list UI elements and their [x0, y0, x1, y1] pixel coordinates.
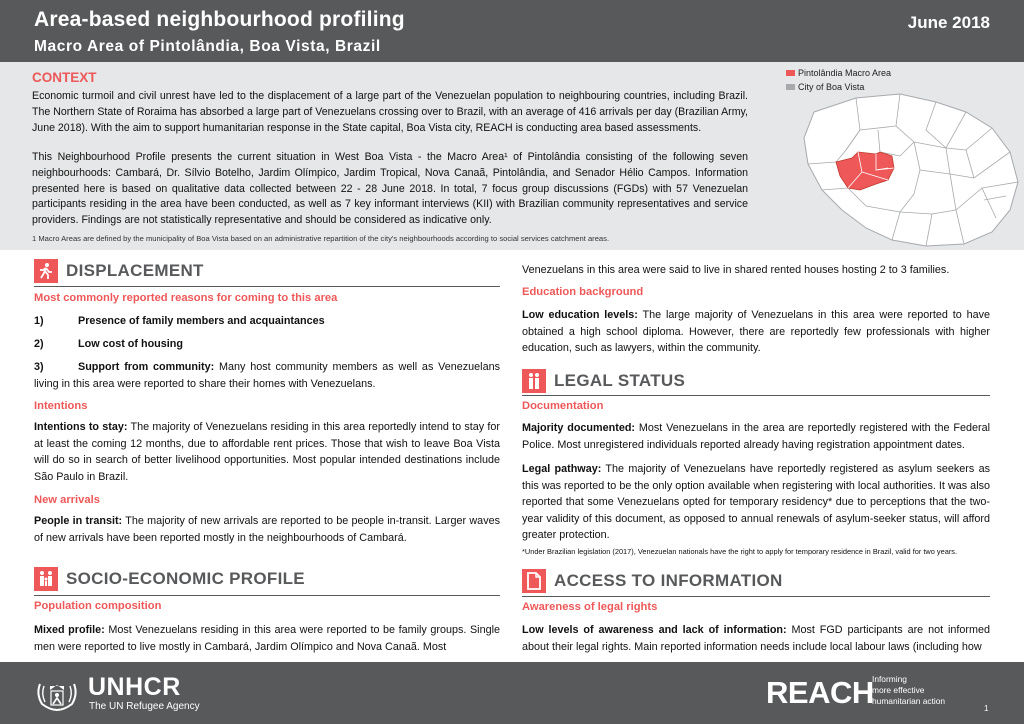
legal-rule [522, 395, 990, 396]
reason-text-2: Low cost of housing [78, 338, 183, 350]
displacement-title: DISPLACEMENT [66, 261, 204, 280]
intentions-text: The majority of Venezuelans residing in this area reportedly intend to stay for at least the coming 12 months, due to affordable rent prices. Those that wish to leave Boa Vista will do so in search of better livelihood opportunities. Most popular intended destinations include São Paulo in Brazil. [34, 421, 500, 483]
legal-pathway-paragraph [522, 461, 990, 544]
intentions-paragraph [34, 419, 500, 485]
context-heading: CONTEXT [32, 70, 97, 85]
context-paragraph-2: This Neighbourhood Profile presents the current situation in West Boa Vista - the Macro Area¹ of Pintolândia consisting of the following seven neighbourhoods: Cambará, Dr. Sílvio Botelho, Jardim Olímpico, Jardim Tropical, Nova Canaã, Pintolândia, and Senador Hélio Campos. Information presented here is based on qualitative data collected between 22 - 28 June 2018. In total, 7 focus group discussions (FGDs) with 57 Venezuelan participants residing in the area have been conducted, as well as 7 key informant interviews (KII) with Brazilian community representatives and service providers. Findings are not statistically representative and should be considered as indicative only. [32, 151, 748, 227]
reason-item-3 [34, 359, 500, 392]
documented-text: Most Venezuelans in the area are reportedly registered with the Federal Police. Most unregistered individuals reported already having registration appointment dates. [522, 422, 990, 451]
intentions-lead: Intentions to stay: [34, 421, 128, 433]
document-icon [522, 569, 546, 593]
family-icon [34, 567, 58, 591]
population-paragraph [34, 622, 500, 655]
legal-subheading-documentation: Documentation [522, 400, 604, 412]
unhcr-logo-icon [34, 676, 80, 712]
education-lead: Low education levels: [522, 309, 638, 321]
socio-rule [34, 595, 500, 596]
reach-wordmark: REACH [766, 675, 874, 710]
page-number: 1 [984, 704, 989, 713]
socio-subheading-education: Education background [522, 286, 644, 298]
displacement-header [34, 259, 204, 283]
reason-num-1: 1) [34, 315, 44, 327]
people-icon [522, 369, 546, 393]
legend-item-macro [786, 66, 891, 80]
reason-num-3: 3) [34, 361, 44, 373]
city-boundary [804, 94, 1018, 246]
documented-lead: Majority documented: [522, 422, 636, 434]
reason-num-2: 2) [34, 338, 44, 350]
page-header [0, 0, 1024, 62]
legend-label-macro: Pintolândia Macro Area [798, 68, 892, 78]
new-arrivals-paragraph [34, 513, 500, 546]
reach-tagline-line-2: more effective [872, 685, 925, 695]
legend-swatch-city [786, 84, 795, 90]
displacement-subheading-intentions: Intentions [34, 400, 88, 412]
legal-pathway-text: The majority of Venezuelans have reportedly registered as asylum seekers as this was reported to be the only option available when registering with local authorities. It was also reported that some Venezuelans opted for temporary residency* due to perceptions that the two-year validity of this document, as opposed to annual renewals of asylum-seeker status, will afford greater protection. [522, 463, 990, 542]
awareness-text: Most FGD participants are not informed about their legal rights. Main reported information needs include local labour laws (including how [522, 624, 990, 653]
reason-item-2 [34, 336, 500, 353]
legal-title: LEGAL STATUS [554, 371, 686, 390]
education-text: The large majority of Venezuelans in this area were reported to have obtained a high school diploma. However, there are reportedly few professionals with higher education, such as lawyers, within the community. [522, 309, 990, 355]
awareness-paragraph [522, 622, 990, 655]
population-continued: Venezuelans in this area were said to live in shared rented houses hosting 2 to 3 families. [522, 264, 950, 276]
reason-lead-3: Support from community: [78, 361, 215, 373]
document-subtitle: Macro Area of Pintolândia, Boa Vista, Brazil [34, 38, 381, 55]
access-rule [522, 596, 990, 597]
population-text: Most Venezuelans residing in this area were reported to be family groups. Single men were reported to live mostly in Cambará, Jardim Olímpico and Nova Canaã. Most [34, 624, 500, 653]
boa-vista-map [796, 90, 1024, 248]
reason-item-1 [34, 313, 500, 330]
access-header [522, 569, 783, 593]
document-date: June 2018 [907, 13, 990, 32]
reach-tagline [872, 674, 945, 707]
legal-header [522, 369, 685, 393]
reason-text-3: Many host community members as well as Venezuelans living in this area were reported to share their homes with Venezuelans. [34, 361, 500, 390]
legend-swatch-macro [786, 70, 795, 76]
page-footer [0, 662, 1024, 724]
displacement-subheading-new-arrivals: New arrivals [34, 494, 100, 506]
new-arrivals-lead: People in transit: [34, 515, 123, 527]
document-title: Area-based neighbourhood profiling [34, 8, 405, 31]
context-footnote: 1 Macro Areas are defined by the municipality of Boa Vista based on an administrative repartition of the city's neighbourhoods according to social services catchment areas. [32, 234, 610, 243]
population-lead: Mixed profile: [34, 624, 105, 636]
displacement-rule [34, 286, 500, 287]
socio-header [34, 567, 305, 591]
person-walking-icon [34, 259, 58, 283]
legal-pathway-lead: Legal pathway: [522, 463, 602, 475]
context-paragraph-1: Economic turmoil and civil unrest have led to the displacement of a large part of the Venezuelan population to neighbouring countries, including Brazil. The Northern State of Roraima has absorbed a large part of Venezuelans crossing over to Brazil, with an average of 416 arrivals per day (Brazilian Army, June 2018). With the aim to support humanitarian response in the State capital, Boa Vista city, REACH is conducting area based assessments. [32, 90, 748, 134]
displacement-subheading-reasons: Most commonly reported reasons for coming to this area [34, 292, 338, 304]
legal-footnote: *Under Brazilian legislation (2017), Venezuelan nationals have the right to apply for temporary residence in Brazil, valid for two years. [522, 547, 958, 556]
education-paragraph [522, 307, 990, 357]
socio-subheading-population: Population composition [34, 600, 162, 612]
new-arrivals-text: The majority of new arrivals are reported to be people in-transit. Larger waves of new arrivals have been reported mostly in the neighbourhoods of Cambará. [34, 515, 500, 544]
access-subheading-awareness: Awareness of legal rights [522, 601, 658, 613]
unhcr-tagline: The UN Refugee Agency [89, 701, 200, 712]
reach-tagline-line-1: Informing [872, 674, 907, 684]
awareness-lead: Low levels of awareness and lack of information: [522, 624, 787, 636]
reason-text-1: Presence of family members and acquaintances [78, 315, 325, 327]
legend-label-city: City of Boa Vista [798, 82, 865, 92]
socio-title: SOCIO-ECONOMIC PROFILE [66, 569, 305, 588]
access-title: ACCESS TO INFORMATION [554, 571, 783, 590]
reach-tagline-line-3: humanitarian action [872, 696, 946, 706]
unhcr-wordmark: UNHCR [88, 673, 181, 701]
documented-paragraph [522, 420, 990, 453]
